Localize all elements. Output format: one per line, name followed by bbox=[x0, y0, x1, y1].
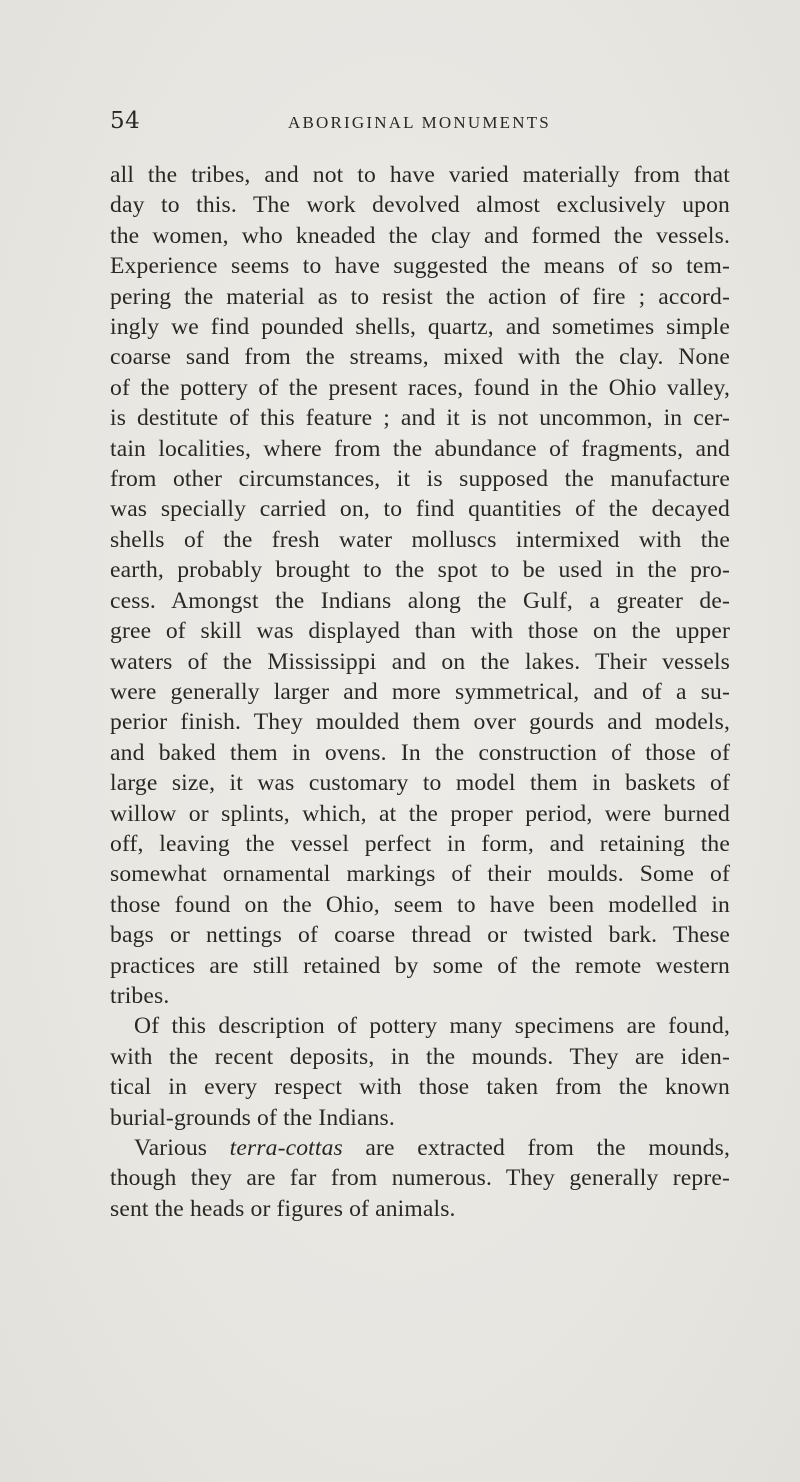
text-line: gree of skill was displayed than with those on the upper bbox=[110, 618, 730, 645]
page-header bbox=[110, 108, 730, 138]
text-line: practices are still retained by some of the remote western bbox=[110, 952, 730, 979]
paragraph-3 bbox=[110, 1133, 730, 1224]
text-line: tain localities, where from the abundance of fragments, and bbox=[110, 435, 730, 462]
text-line: all the tribes, and not to have varied materially from that bbox=[110, 162, 730, 188]
italic-term: terra-cottas bbox=[229, 1135, 343, 1161]
text-line: were generally larger and more symmetrical, and of a su- bbox=[110, 678, 730, 705]
text-line: willow or splints, which, at the proper period, were burned bbox=[110, 800, 730, 827]
paragraph-2 bbox=[110, 1011, 730, 1133]
text-line: from other circumstances, it is supposed the manufacture bbox=[110, 466, 730, 493]
text-line: Of this description of pottery many specimens are found, bbox=[134, 1013, 730, 1040]
text-line bbox=[110, 1133, 730, 1163]
text-line: those found on the Ohio, seem to have been modelled in bbox=[110, 891, 730, 918]
paragraph-1 bbox=[110, 160, 730, 1011]
running-head: ABORIGINAL MONUMENTS bbox=[288, 113, 551, 132]
text-fragment: Various bbox=[134, 1135, 230, 1161]
text-line: burial-grounds of the Indians. bbox=[110, 1104, 395, 1131]
body-text bbox=[110, 160, 730, 1224]
text-fragment: are extracted from the mounds, bbox=[342, 1135, 730, 1161]
text-line: of the pottery of the present races, found in the Ohio valley, bbox=[110, 374, 730, 401]
text-line: tribes. bbox=[110, 982, 170, 1009]
text-line: is destitute of this feature ; and it is not uncommon, in cer- bbox=[110, 405, 730, 432]
text-line: though they are far from numerous. They generally repre- bbox=[110, 1165, 730, 1192]
text-line: and baked them in ovens. In the construction of those of bbox=[110, 739, 730, 766]
text-line: perior finish. They moulded them over gourds and models, bbox=[110, 709, 730, 736]
text-line: coarse sand from the streams, mixed with the clay. None bbox=[110, 344, 730, 371]
text-line: Experience seems to have suggested the means of so tem- bbox=[110, 253, 730, 280]
text-line: waters of the Mississippi and on the lakes. Their vessels bbox=[110, 648, 730, 675]
text-line: was specially carried on, to find quantities of the decayed bbox=[110, 496, 730, 523]
text-line: sent the heads or figures of animals. bbox=[110, 1195, 456, 1222]
text-line: earth, probably brought to the spot to be used in the pro- bbox=[110, 557, 730, 584]
text-line: shells of the fresh water molluscs intermixed with the bbox=[110, 526, 730, 553]
text-line: large size, it was customary to model them in baskets of bbox=[110, 770, 730, 797]
text-line: bags or nettings of coarse thread or twisted bark. These bbox=[110, 922, 730, 949]
page-number: 54 bbox=[110, 108, 141, 134]
text-line: day to this. The work devolved almost exclusively upon bbox=[110, 192, 730, 219]
text-line: ingly we find pounded shells, quartz, and sometimes simple bbox=[110, 314, 730, 341]
text-line: tical in every respect with those taken from the known bbox=[110, 1074, 730, 1101]
text-line: pering the material as to resist the action of fire ; accord- bbox=[110, 283, 730, 310]
text-line: off, leaving the vessel perfect in form, and retaining the bbox=[110, 830, 730, 857]
text-line: cess. Amongst the Indians along the Gulf, a greater de- bbox=[110, 587, 730, 614]
text-line: the women, who kneaded the clay and formed the vessels. bbox=[110, 222, 730, 249]
text-line: with the recent deposits, in the mounds. They are iden- bbox=[110, 1043, 730, 1070]
text-line: somewhat ornamental markings of their moulds. Some of bbox=[110, 861, 730, 888]
